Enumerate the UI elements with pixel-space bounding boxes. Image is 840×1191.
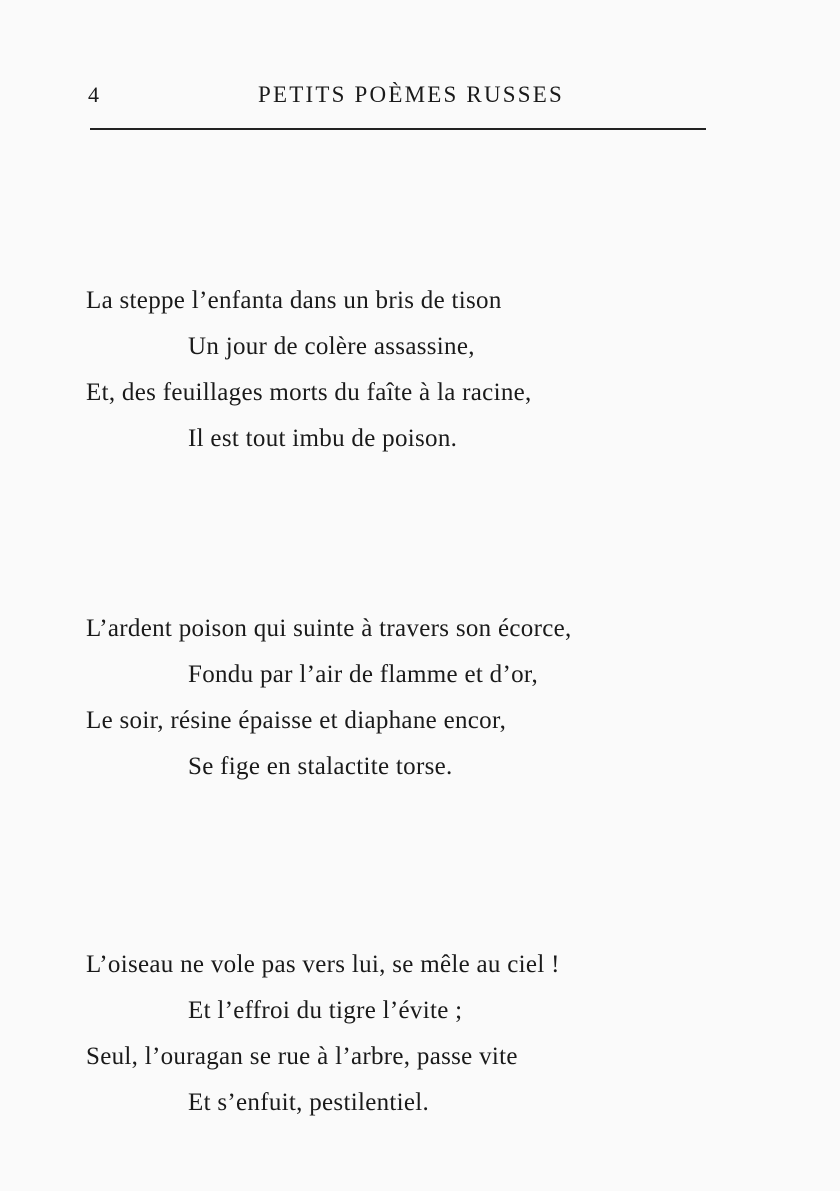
stanza-3 xyxy=(86,942,726,1126)
header-rule xyxy=(90,128,706,130)
verse-line: Seul, l’ouragan se rue à l’arbre, passe vite xyxy=(86,1043,518,1070)
running-title: PETITS POÈMES RUSSES xyxy=(258,82,565,107)
stanza-2 xyxy=(86,606,726,790)
verse-line: L’oiseau ne vole pas vers lui, se mêle au ciel ! xyxy=(86,951,560,978)
verse-line: Un jour de colère assassine, xyxy=(188,333,475,360)
verse-line: Le soir, résine épaisse et diaphane encor, xyxy=(86,707,507,734)
verse-line: Fondu par l’air de flamme et d’or, xyxy=(188,661,539,688)
verse-line: La steppe l’enfanta dans un bris de tison xyxy=(86,287,502,314)
verse-line: L’ardent poison qui suinte à travers son écorce, xyxy=(86,615,572,642)
verse-line: Il est tout imbu de poison. xyxy=(188,425,458,452)
verse-line: Et, des feuillages morts du faîte à la racine, xyxy=(86,379,532,406)
verse-line: Et l’effroi du tigre l’évite ; xyxy=(188,997,463,1024)
page-number: 4 xyxy=(88,82,99,107)
verse-line: Et s’enfuit, pestilentiel. xyxy=(188,1089,430,1116)
verse-line: Se fige en stalactite torse. xyxy=(188,753,453,780)
stanza-1 xyxy=(86,278,726,462)
